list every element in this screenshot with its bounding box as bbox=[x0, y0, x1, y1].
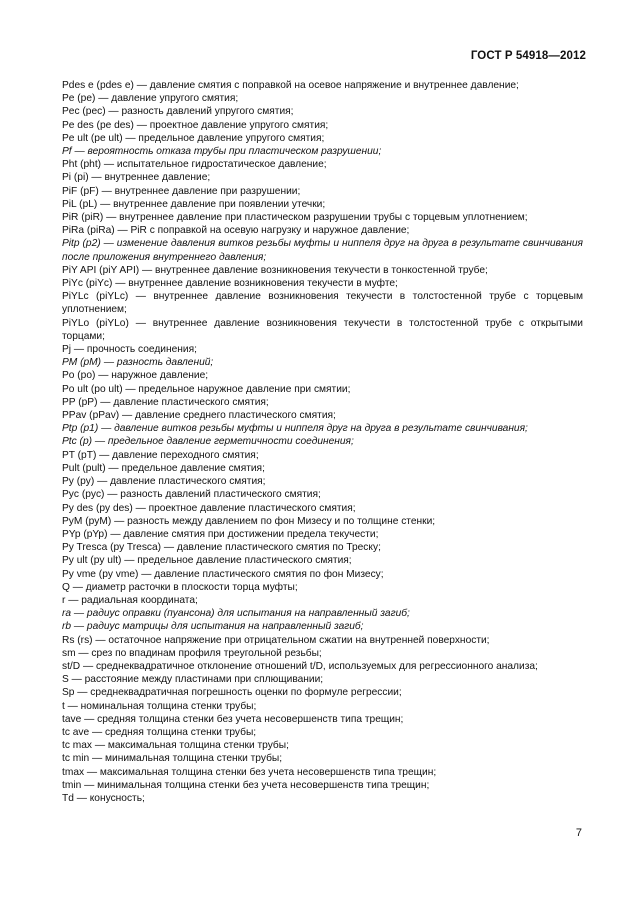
list-item: Pj — прочность соединения; bbox=[62, 344, 197, 356]
list-item: tc max — максимальная толщина стенки трубы; bbox=[62, 740, 289, 752]
list-item: Py Tresca (py Tresca) — давление пластического смятия по Треску; bbox=[62, 542, 381, 554]
list-item: tc min — минимальная толщина стенки трубы; bbox=[62, 753, 283, 765]
list-item: Td — конусность; bbox=[62, 792, 145, 804]
list-item: Pult (pult) — предельное давление смятия; bbox=[62, 462, 265, 474]
list-item: Py des (py des) — проектное давление пластического смятия; bbox=[62, 502, 356, 514]
list-item: Po ult (po ult) — предельное наружное давление при смятии; bbox=[62, 383, 351, 395]
list-item: PYp (pYp) — давление смятия при достижении предела текучести; bbox=[62, 528, 379, 540]
list-item: Sp — среднеквадратичная погрешность оценки по формуле регрессии; bbox=[62, 687, 402, 699]
list-item-italic: ra — радиус оправки (пуансона) для испытания на направленный загиб; bbox=[62, 608, 410, 620]
list-item: Pe des (pe des) — проектное давление упругого смятия; bbox=[62, 119, 329, 131]
list-item: tmin — минимальная толщина стенки без учета несовершенств типа трещин; bbox=[62, 779, 430, 791]
list-item: Rs (rs) — остаточное напряжение при отрицательном сжатии на внутренней поверхности; bbox=[62, 634, 490, 646]
list-item: PyM (pyM) — разность между давлением по фон Мизесу и по толщине стенки; bbox=[62, 515, 436, 527]
list-item: Pec (pec) — разность давлений упругого смятия; bbox=[62, 106, 294, 118]
list-item: PPav (pPav) — давление среднего пластического смятия; bbox=[62, 410, 336, 422]
list-item: PiL (pL) — внутреннее давление при появлении утечки; bbox=[62, 198, 326, 210]
list-item-italic: Ptc (p) — предельное давление герметичности соединения; bbox=[62, 436, 354, 448]
list-item: S — расстояние между пластинами при сплющивании; bbox=[62, 674, 324, 686]
list-item: tave — средняя толщина стенки без учета несовершенств типа трещин; bbox=[62, 713, 404, 725]
list-item-italic: Ptp (p1) — давление витков резьбы муфты и ниппеля друг на друга в результате свинчивания; bbox=[62, 423, 528, 435]
list-item: Q — диаметр расточки в плоскости торца муфты; bbox=[62, 581, 298, 593]
list-item: PiYLc (piYLc) — внутреннее давление возникновения текучести в толстостенной трубе с торцевым уплотнением; bbox=[62, 291, 583, 316]
list-item: t — номинальная толщина стенки трубы; bbox=[62, 700, 257, 712]
list-item: st/D — среднеквадратичное отклонение отношений t/D, используемых для регрессионного анализа; bbox=[62, 660, 538, 672]
list-item: Pe ult (pe ult) — предельное давление упругого смятия; bbox=[62, 132, 325, 144]
list-item: PiYLo (piYLo) — внутреннее давление возникновения текучести в толстостенной трубе с открытыми торцами; bbox=[62, 317, 583, 342]
list-item: Pdes e (pdes e) — давление смятия с поправкой на осевое напряжение и внутреннее давление; bbox=[62, 80, 519, 91]
list-item: PiY API (piY API) — внутреннее давление возникновения текучести в тонкостенной трубе; bbox=[62, 264, 488, 276]
list-item-italic: PM (pM) — разность давлений; bbox=[62, 357, 214, 369]
list-item-italic: Pf — вероятность отказа трубы при пластическом разрушении; bbox=[62, 146, 382, 158]
list-item: PiRa (piRa) — PiR с поправкой на осевую нагрузку и наружное давление; bbox=[62, 225, 410, 237]
list-item: PiR (piR) — внутреннее давление при пластическом разрушении трубы с торцевым уплотнением; bbox=[62, 212, 528, 224]
list-item: Pi (pi) — внутреннее давление; bbox=[62, 172, 211, 184]
list-item: Py (py) — давление пластического смятия; bbox=[62, 476, 266, 488]
list-item: Py ult (py ult) — предельное давление пластического смятия; bbox=[62, 555, 352, 567]
list-item: PiYc (piYc) — внутреннее давление возникновения текучести в муфте; bbox=[62, 278, 398, 290]
list-item: Po (po) — наружное давление; bbox=[62, 370, 209, 382]
list-item: r — радиальная координата; bbox=[62, 594, 198, 606]
list-item: sm — срез по впадинам профиля треугольной резьбы; bbox=[62, 647, 322, 659]
list-item: PT (pT) — давление переходного смятия; bbox=[62, 449, 259, 461]
list-item-italic: rb — радиус матрицы для испытания на направленный загиб; bbox=[62, 621, 364, 633]
list-item: Pe (pe) — давление упругого смятия; bbox=[62, 93, 239, 105]
list-item: Pyc (pyc) — разность давлений пластического смятия; bbox=[62, 489, 321, 501]
list-item: tmax — максимальная толщина стенки без учета несовершенств типа трещин; bbox=[62, 766, 437, 778]
document-header: ГОСТ Р 54918—2012 bbox=[470, 50, 586, 62]
list-item: PiF (pF) — внутреннее давление при разрушении; bbox=[62, 185, 301, 197]
symbol-list bbox=[62, 79, 583, 805]
list-item: PP (pP) — давление пластического смятия; bbox=[62, 396, 269, 408]
list-item: Py vme (py vme) — давление пластического смятия по фон Мизесу; bbox=[62, 568, 384, 580]
list-item: Pht (pht) — испытательное гидростатическое давление; bbox=[62, 159, 327, 171]
page-number: 7 bbox=[575, 827, 582, 839]
list-item-italic: Pitp (p2) — изменение давления витков резьбы муфты и ниппеля друг на друга в результате свинчивания после приложения внутреннего давления; bbox=[62, 238, 583, 263]
list-item: tc ave — средняя толщина стенки трубы; bbox=[62, 726, 257, 738]
